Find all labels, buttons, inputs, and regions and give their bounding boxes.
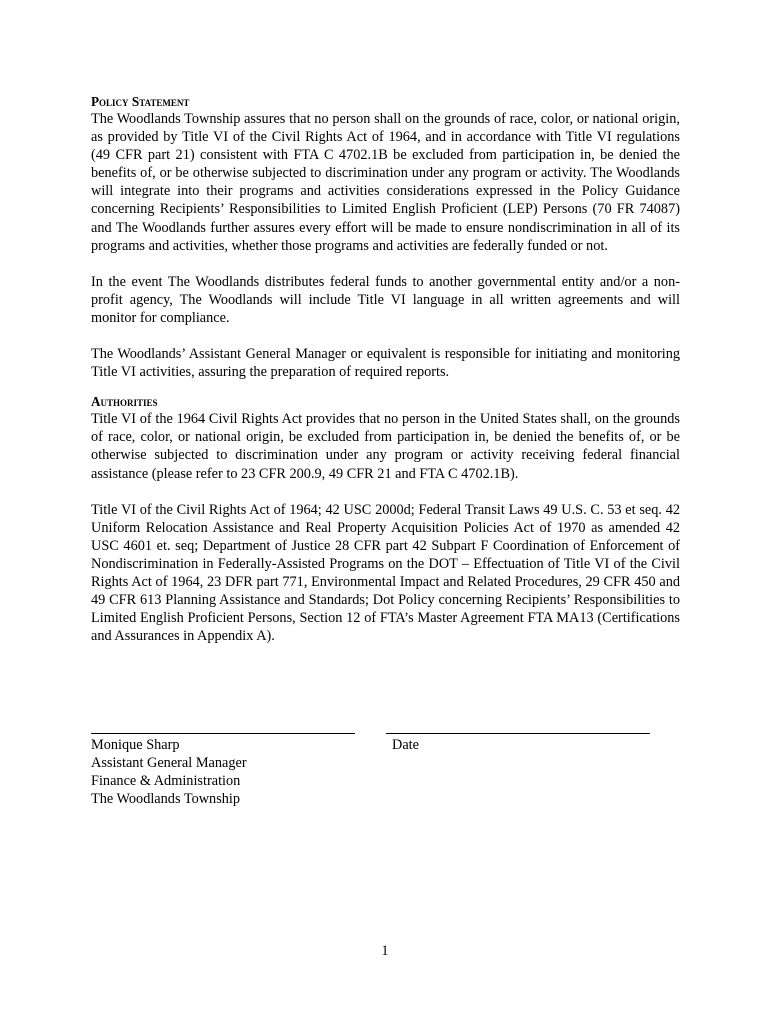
- date-label: Date: [392, 737, 419, 753]
- document-body: [91, 93, 680, 645]
- authorities-paragraph-1: Title VI of the 1964 Civil Rights Act provides that no person in the United States shall, on the grounds of race, color, or national origin, be excluded from participation in, be denied the benefits of, or be otherwise subjected to discrimination under any program or activity receiving federal financial assistance (please refer to 23 CFR 200.9, 49 CFR 21 and FTA C 4702.1B).: [91, 411, 680, 482]
- policy-paragraph-1: The Woodlands Township assures that no person shall on the grounds of race, color, or national origin, as provided by Title VI of the Civil Rights Act of 1964, and in accordance with Title VI regulations (49 CFR part 21) consistent with FTA C 4702.1B be excluded from participation in, be denied the benefits of, or be otherwise subjected to discrimination under any program or activity. The Woodlands will integrate into their programs and activities considerations expressed in the Policy Guidance concerning Recipients’ Responsibilities to Limited English Proficient (LEP) Persons (70 FR 74087) and The Woodlands further assures every effort will be made to ensure nondiscrimination in all of its programs and activities, whether those programs and activities are federally funded or not.: [91, 111, 680, 254]
- signatory-info: [91, 736, 247, 808]
- signatory-organization: The Woodlands Township: [91, 791, 241, 808]
- signature-line: [91, 733, 355, 734]
- signatory-title: Assistant General Manager: [91, 755, 247, 772]
- authorities-heading: Authorities: [91, 394, 158, 410]
- authorities-paragraph-2: Title VI of the Civil Rights Act of 1964; 42 USC 2000d; Federal Transit Laws 49 U.S. C. 53 et seq. 42 Uniform Relocation Assistance and Real Property Acquisition Policies Act of 1970 as amended 42 USC 4601 et. seq; Department of Justice 28 CFR part 42 Subpart F Coordination of Enforcement of Nondiscrimination in Federally-Assisted Programs on the DOT – Effectuation of Title VI of the Civil Rights Act of 1964, 23 DFR part 771, Environmental Impact and Related Procedures, 29 CFR 450 and 49 CFR 613 Planning Assistance and Standards; Dot Policy concerning Recipients’ Responsibilities to Limited English Proficient Persons, Section 12 of FTA’s Master Agreement FTA MA13 (Certifications and Assurances in Appendix A).: [91, 501, 680, 645]
- date-line: [386, 733, 650, 734]
- page-number: 1: [381, 943, 389, 959]
- signatory-name: Monique Sharp: [91, 737, 180, 753]
- signature-block: [91, 733, 680, 813]
- signatory-department: Finance & Administration: [91, 773, 241, 790]
- policy-statement-heading: Policy Statement: [91, 94, 190, 109]
- policy-paragraph-3: The Woodlands’ Assistant General Manager or equivalent is responsible for initiating and monitoring Title VI activities, assuring the preparation of required reports.: [91, 346, 680, 381]
- policy-paragraph-2: In the event The Woodlands distributes federal funds to another governmental entity and/or a non-profit agency, The Woodlands will include Title VI language in all written agreements and will monitor for compliance.: [91, 273, 680, 326]
